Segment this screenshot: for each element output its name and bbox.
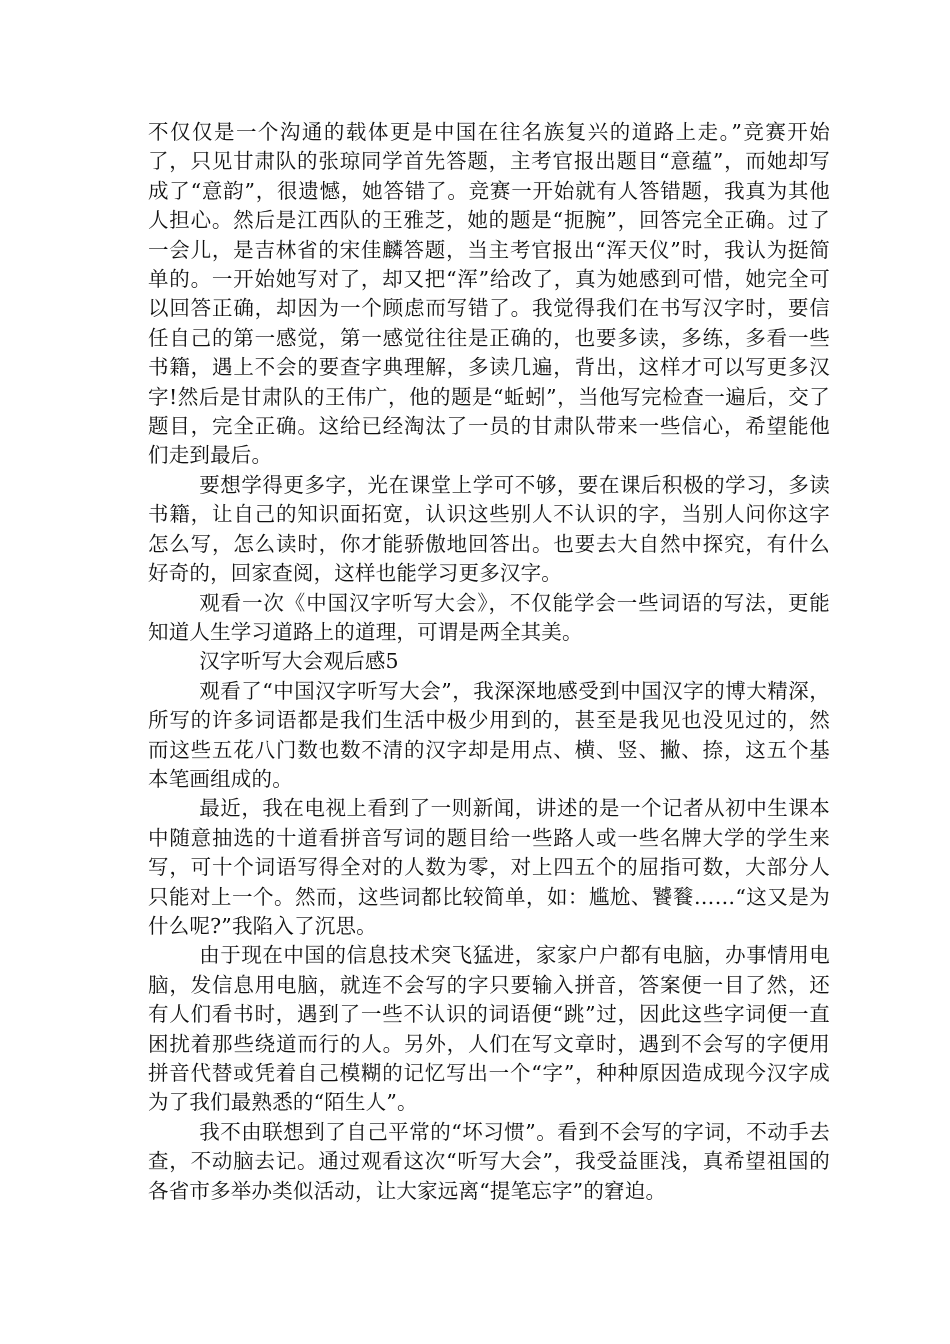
- paragraph-contest-narrative: 不仅仅是一个沟通的载体更是中国在往名族复兴的道路上走。”竞赛开始了，只见甘肃队的张琼同学首先答题，主考官报出题目“意蕴”，而她却写成了“意韵”，很遗憾，她答错了。竞赛一开始就有人答错题，我真为其他人担心。然后是江西队的王雅芝，她的题是“扼腕”，回答完全正确。过了一会儿，是吉林省的宋佳麟答题，当主考官报出“浑天仪”时，我认为挺简单的。一开始她写对了，却又把“浑”给改了，真为她感到可惜，她完全可以回答正确，却因为一个顾虑而写错了。我觉得我们在书写汉字时，要信任自己的第一感觉，第一感觉往往是正确的，也要多读，多练，多看一些书籍，遇上不会的要查字典理解，多读几遍，背出，这样才可以写更多汉字!然后是甘肃队的王伟广，他的题是“蚯蚓”，当他写完检查一遍后，交了题目，完全正确。这给已经淘汰了一员的甘肃队带来一些信心，希望能他们走到最后。: [148, 120, 830, 468]
- paragraph-conclusion: 观看一次《中国汉字听写大会》，不仅能学会一些词语的写法，更能知道人生学习道路上的道理，可谓是两全其美。: [148, 590, 830, 644]
- paragraph-news: 最近，我在电视上看到了一则新闻，讲述的是一个记者从初中生课本中随意抽选的十道看拼音写词的题目给一些路人或一些名牌大学的学生来写，可十个词语写得全对的人数为零，对上四五个的屈指可数，大部分人只能对上一个。然而，这些词都比较简单，如：尴尬、饕餮……“这又是为什么呢?”我陷入了沉思。: [148, 796, 830, 938]
- document-body: [148, 118, 830, 1206]
- paragraph-learn-more: 要想学得更多字，光在课堂上学可不够，要在课后积极的学习，多读书籍，让自己的知识面拓宽，认识这些别人不认识的字，当别人问你这字怎么写，怎么读时，你才能骄傲地回答出。也要去大自然中探究，有什么好奇的，回家查阅，这样也能学习更多汉字。: [148, 472, 830, 586]
- section-heading: 汉字听写大会观后感5: [199, 649, 399, 674]
- paragraph-impression: 观看了“中国汉字听写大会”，我深深地感受到中国汉字的博大精深，所写的许多词语都是我们生活中极少用到的，甚至是我见也没见过的，然而这些五花八门数也数不清的汉字却是用点、横、竖、撇、捺，这五个基本笔画组成的。: [148, 678, 830, 791]
- paragraph-technology: 由于现在中国的信息技术突飞猛进，家家户户都有电脑，办事情用电脑，发信息用电脑，就连不会写的字只要输入拼音，答案便一目了然，还有人们看书时，遇到了一些不认识的词语便“跳”过，因此这些字词便一直困扰着那些绕道而行的人。另外，人们在写文章时，遇到不会写的字便用拼音代替或凭着自己模糊的记忆写出一个“字”，种种原因造成现今汉字成为了我们最熟悉的“陌生人”。: [148, 943, 830, 1115]
- paragraph-reflection: 我不由联想到了自己平常的“坏习惯”。看到不会写的字词，不动手去查，不动脑去记。通过观看这次“听写大会”，我受益匪浅，真希望祖国的 各省市多举办类似活动，让大家远离“提笔忘字”的窘迫。: [148, 1119, 830, 1203]
